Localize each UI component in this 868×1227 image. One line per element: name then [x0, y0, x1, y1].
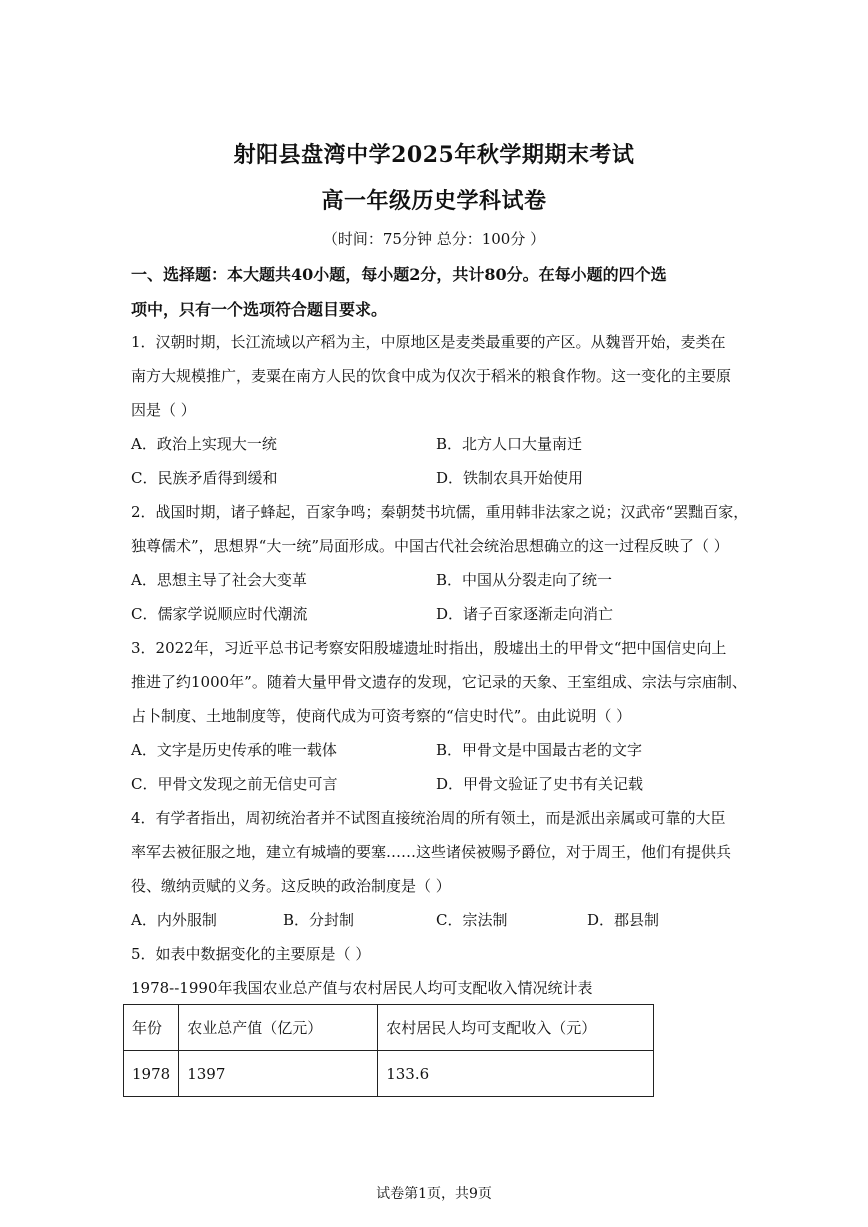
q5-stem: 5．如表中数据变化的主要原是（ ）	[131, 945, 371, 963]
q3-option-a: A．文字是历史传承的唯一载体	[131, 741, 337, 759]
page-footer: 试卷第1页，共9页	[376, 1186, 492, 1202]
q1-option-a: A．政治上实现大一统	[131, 435, 277, 453]
exam-meta: （时间：75分钟 总分：100分 ）	[322, 230, 546, 248]
table-header-year: 年份	[124, 1005, 179, 1051]
statistics-table	[123, 1004, 654, 1097]
q3-option-d: D．甲骨文验证了史书有关记载	[436, 775, 644, 793]
q1-stem-line1: 1．汉朝时期，长江流域以产稻为主，中原地区是麦类最重要的产区。从魏晋开始，麦类在	[131, 333, 726, 351]
table-cell-output: 1397	[179, 1051, 378, 1097]
table-caption: 1978--1990年我国农业总产值与农村居民人均可支配收入情况统计表	[131, 979, 593, 997]
q3-stem-line1: 3．2022年，习近平总书记考察安阳殷墟遗址时指出，殷墟出土的甲骨文“把中国信史向上	[131, 639, 727, 657]
section-heading-line1: 一、选择题：本大题共40小题，每小题2分，共计80分。在每小题的四个选	[131, 265, 667, 284]
exam-title: 射阳县盘湾中学2025年秋学期期末考试	[233, 142, 635, 168]
table-header-output: 农业总产值（亿元）	[179, 1005, 378, 1051]
q3-option-c: C．甲骨文发现之前无信史可言	[131, 775, 338, 793]
q4-option-a: A．内外服制	[131, 911, 217, 929]
q4-option-b: B．分封制	[283, 911, 355, 929]
exam-subtitle: 高一年级历史学科试卷	[321, 188, 547, 214]
q1-option-c: C．民族矛盾得到缓和	[131, 469, 278, 487]
table-row	[124, 1051, 654, 1097]
q3-stem-line3: 占卜制度、土地制度等，使商代成为可资考察的“信史时代”。由此说明（ ）	[131, 707, 632, 725]
q3-option-b: B．甲骨文是中国最古老的文字	[436, 741, 643, 759]
q1-option-b: B．北方人口大量南迁	[436, 435, 583, 453]
q2-stem-line2: 独尊儒术”，思想界“大一统”局面形成。中国古代社会统治思想确立的这一过程反映了（ ）	[131, 537, 729, 555]
table-header-income: 农村居民人均可支配收入（元）	[378, 1005, 654, 1051]
q2-option-b: B．中国从分裂走向了统一	[436, 571, 613, 589]
q4-stem-line2: 率军去被征服之地，建立有城墙的要塞……这些诸侯被赐予爵位，对于周王，他们有提供兵	[131, 843, 732, 861]
table-cell-income: 133.6	[378, 1051, 654, 1097]
section-heading-line2: 项中，只有一个选项符合题目要求。	[131, 300, 388, 319]
q1-stem-line3: 因是（ ）	[131, 401, 196, 419]
q2-option-c: C．儒家学说顺应时代潮流	[131, 605, 308, 623]
q2-option-d: D．诸子百家逐渐走向消亡	[436, 605, 614, 623]
q2-option-a: A．思想主导了社会大变革	[131, 571, 307, 589]
q3-stem-line2: 推进了约1000年”。随着大量甲骨文遗存的发现，它记录的天象、王室组成、宗法与宗庙制、	[131, 673, 747, 691]
table-header-row	[124, 1005, 654, 1051]
q4-stem-line3: 役、缴纳贡赋的义务。这反映的政治制度是（ ）	[131, 877, 451, 895]
q2-stem-line1: 2．战国时期，诸子蜂起，百家争鸣；秦朝焚书坑儒，重用韩非法家之说；汉武帝“罢黜百家，	[131, 503, 749, 521]
q4-option-d: D．郡县制	[587, 911, 660, 929]
q1-stem-line2: 南方大规模推广，麦粟在南方人民的饮食中成为仅次于稻米的粮食作物。这一变化的主要原	[131, 367, 732, 385]
q4-option-c: C．宗法制	[436, 911, 508, 929]
q1-option-d: D．铁制农具开始使用	[436, 469, 584, 487]
q4-stem-line1: 4．有学者指出，周初统治者并不试图直接统治周的所有领土，而是派出亲属或可靠的大臣	[131, 809, 726, 827]
table-cell-year: 1978	[124, 1051, 179, 1097]
